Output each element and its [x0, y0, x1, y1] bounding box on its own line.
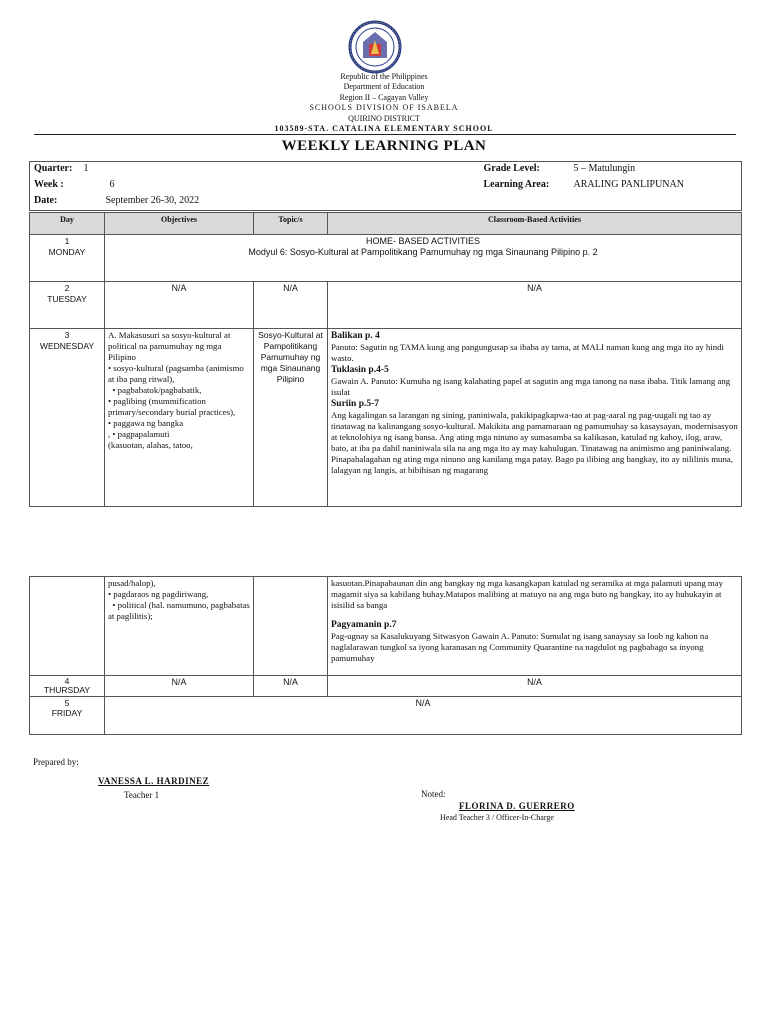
department-line: Department of Education	[343, 82, 425, 92]
district-line: QUIRINO DISTRICT	[348, 113, 420, 123]
week-value: 6	[109, 179, 115, 191]
quarter-label: Quarter:	[34, 163, 73, 174]
area-label: Learning Area:	[483, 179, 550, 191]
teacher-name: VANESSA L. HARDINEZ	[98, 776, 210, 786]
date-value: September 26-30, 2022	[105, 194, 200, 206]
objectives-cell: N/A	[105, 676, 254, 697]
topic-cell: N/A	[254, 282, 328, 329]
activities-cell: N/A	[328, 282, 742, 329]
grade-label: Grade Level:	[483, 163, 540, 174]
objectives-cell: A. Makasusuri sa sosyo-kultural at political na pamumuhay ng mga Pilipino • sosyo-kultural (pagsamba (animismo at iba pang ritwal), • pagbabatok/pagbabatik, • paglibing (mummification primary/secondary burial practices), • paggawa ng bangka , • pagpapalamuti (kasuotan, alahas, tatoo,	[105, 329, 254, 507]
head-teacher-title: Head Teacher 3 / Officer-In-Charge	[440, 813, 554, 822]
activities-cell: N/A	[105, 697, 742, 735]
activities-cell	[328, 329, 742, 507]
suriin-text: Ang kagalingan sa larangan ng sining, paniniwala, pakikipagkapwa-tao at pag-aaral ng pag-uugali ng tao ay tinatawag na kalinangang sosyo-kultural. Makikita ang pamamaraan ng pamumuhay sa kasaysayan, modernisasyon at teknolohiya ng isang bansa. Ang ating mga ninuno ay sumasamba sa kalikasan, katulad ng kahoy, ilog, araw, bato, at iba pa dahil naniniwala sila na ang mga ito ay may kahulugan. Tinatawag na animismo ang paniniwalang. Pinapahalagahan ng ating mga ninuno ang kanilang mga patay. Bago pa ilibing ang bangkay, ito ay nililinis muna, lalagyan ng langis, at bibihisan ng magarang	[331, 410, 738, 475]
day-name: FRIDAY	[51, 708, 83, 718]
tuklasin-text: Gawain A. Panuto: Kumuha ng isang kalahating papel at sagutin ang mga tanong na nasa ibaba. Titik lamang ang isulat	[331, 376, 731, 397]
day-name: THURSDAY	[43, 685, 91, 695]
col-objectives-header: Objectives	[105, 213, 254, 235]
topic-cell: N/A	[254, 676, 328, 697]
day-number: 2	[64, 283, 70, 293]
table-row-monday	[30, 235, 742, 282]
balikan-heading: Balikan p. 4	[331, 331, 380, 341]
deped-seal-logo	[338, 20, 412, 74]
plan-table-page1	[29, 212, 742, 507]
division-line: SCHOOLS DIVISION OF ISABELA	[309, 103, 459, 113]
grade-value: 5 – Matulungin	[573, 163, 636, 174]
teacher-title: Teacher 1	[124, 790, 160, 800]
page-title: WEEKLY LEARNING PLAN	[281, 138, 487, 154]
home-based-heading: HOME- BASED ACTIVITIES	[365, 236, 481, 246]
table-row-friday	[30, 697, 742, 735]
day-name: WEDNESDAY	[39, 341, 95, 351]
letterhead	[0, 72, 768, 134]
header-divider	[34, 134, 736, 135]
area-value: ARALING PANLIPUNAN	[573, 179, 684, 191]
suriin-heading: Suriin p.5-7	[331, 399, 380, 409]
objectives-cell: N/A	[105, 282, 254, 329]
school-line: 103589-STA. CATALINA ELEMENTARY SCHOOL	[274, 124, 494, 134]
objectives-cell: pusad/halop), • pagdaraos ng pagdiriwang, • political (hal. namumuno, pagbabatas at paglilitis);	[105, 577, 254, 676]
head-teacher-name: FLORINA D. GUERRERO	[459, 801, 575, 811]
table-row-wednesday-cont	[30, 577, 742, 676]
activities-cell: N/A	[328, 676, 742, 697]
suriin-text-cont: kasuotan.Pinapabaunan din ang bangkay ng mga kasangkapan katulad ng seramika at mga palamuti upang may magamit siya sa kabilang buhay.Matapos malibing at matuyo na ang mga buto ng bangkay, ito ay huhukayin at isisilid sa banga	[331, 578, 724, 610]
prepared-by-label: Prepared by:	[33, 757, 79, 767]
table-row-tuesday	[30, 282, 742, 329]
day-name: TUESDAY	[47, 294, 87, 304]
day-number: 1	[64, 236, 70, 246]
col-day-header: Day	[30, 213, 105, 235]
table-row-wednesday	[30, 329, 742, 507]
republic-line: Republic of the Philippines	[340, 72, 428, 81]
day-number: 4	[64, 676, 70, 686]
balikan-text: Panuto: Sagutin ng TAMA kung ang pangungusap sa ibaba ay tama, at MALI naman kung ang mga ito ay hindi wasto.	[331, 342, 724, 363]
col-activities-header: Classroom-Based Activities	[328, 213, 742, 235]
col-topics-header: Topic/s	[254, 213, 328, 235]
noted-label: Noted:	[421, 789, 446, 799]
week-label: Week :	[34, 179, 64, 191]
topic-cell: Sosyo-Kultural at Pampolitikang Pamumuhay ng mga Sinaunang Pilipino	[254, 329, 328, 507]
day-number: 5	[64, 698, 70, 708]
plan-table-page2	[29, 576, 742, 735]
day-number: 3	[64, 330, 70, 340]
quarter-value: 1	[83, 163, 89, 174]
pagyamanin-heading: Pagyamanin p.7	[331, 620, 397, 630]
tuklasin-heading: Tuklasin p.4-5	[331, 365, 389, 375]
region-line: Region II – Cagayan Valley	[339, 92, 429, 102]
table-row-thursday	[30, 676, 742, 697]
info-box	[29, 161, 742, 211]
day-name: MONDAY	[48, 247, 86, 257]
pagyamanin-text: Pag-ugnay sa Kasalukuyang Sitwasyon Gawain A. Panuto: Sumulat ng isang sanaysay sa loob ng kahon na naglalarawan tungkol sa iyong karanasan ng Community Quarantine na nagdulot ng pagbabago sa inyong pamumuhay	[331, 631, 709, 663]
activities-cell	[328, 577, 742, 676]
date-label: Date:	[34, 194, 58, 206]
module-title: Modyul 6: Sosyo-Kultural at Pampolitikang Pamumuhay ng mga Sinaunang Pilipino p. 2	[248, 247, 598, 257]
